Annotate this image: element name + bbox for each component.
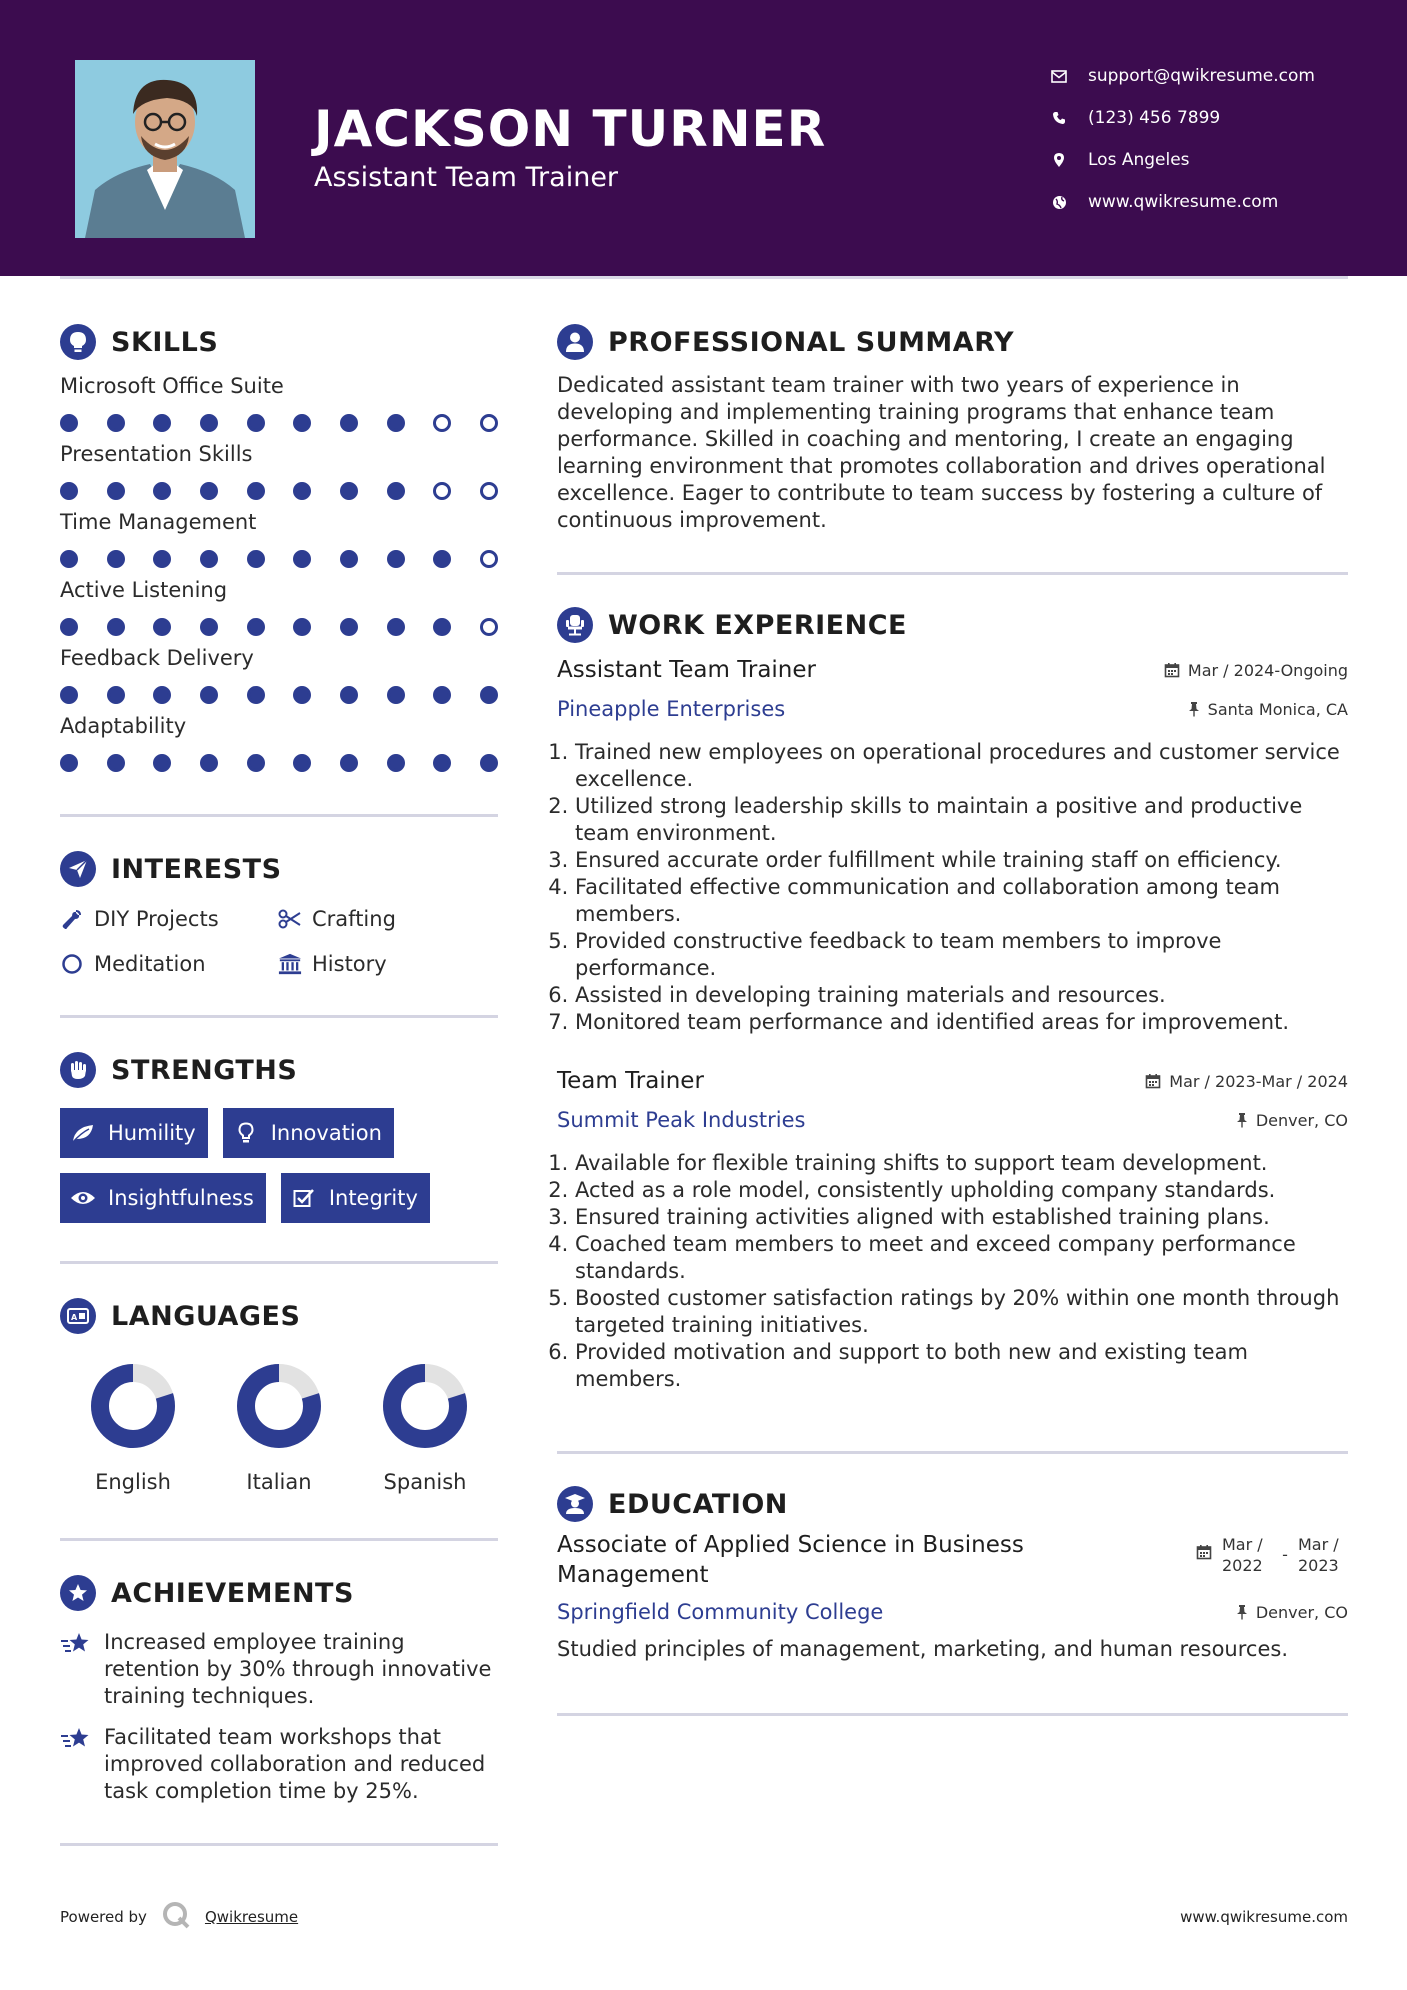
responsibility-item: 7. Monitored team performance and identified areas for improvement.: [575, 1009, 1348, 1036]
contact-location-text: Los Angeles: [1088, 150, 1190, 170]
interest-label: Crafting: [312, 906, 396, 931]
rating-dot-filled: [340, 482, 358, 500]
rating-dot-filled: [293, 550, 311, 568]
achievements-list: [60, 1629, 498, 1805]
paper-plane-icon: [60, 851, 96, 887]
rating-dot-empty: [433, 482, 451, 500]
rating-dot-filled: [60, 754, 78, 772]
skill-rating: [60, 414, 498, 432]
interest-item: [278, 950, 496, 977]
rating-dot-filled: [200, 754, 218, 772]
rating-dot-filled: [387, 754, 405, 772]
rating-dot-filled: [293, 686, 311, 704]
shooting-star-icon: [60, 1629, 92, 1655]
responsibility-item: 3. Ensured training activities aligned with established training plans.: [575, 1204, 1348, 1231]
rating-dot-filled: [60, 686, 78, 704]
pushpin-icon: [1236, 1112, 1248, 1128]
rating-dot-filled: [247, 754, 265, 772]
skill-item: [60, 646, 498, 704]
rating-dot-filled: [247, 482, 265, 500]
contact-email-text: support@qwikresume.com: [1088, 66, 1315, 86]
rating-dot-empty: [480, 482, 498, 500]
leaf-icon: [70, 1122, 96, 1144]
rating-dot-empty: [480, 618, 498, 636]
rating-dot-filled: [293, 482, 311, 500]
section-divider: [557, 1713, 1348, 1716]
rating-dot-filled: [247, 686, 265, 704]
email-icon: [1050, 67, 1068, 85]
section-divider: [60, 1538, 498, 1541]
rating-dot-filled: [247, 550, 265, 568]
skill-name: Presentation Skills: [60, 442, 253, 466]
rating-dot-filled: [107, 482, 125, 500]
rating-dot-empty: [480, 414, 498, 432]
responsibility-item: 5. Boosted customer satisfaction ratings by 20% within one month through targeted training initiatives.: [575, 1285, 1348, 1339]
achievements-heading: [60, 1571, 498, 1615]
section-divider: [60, 1843, 498, 1846]
svg-text:A: A: [71, 1313, 78, 1322]
interest-item: [60, 950, 278, 977]
rating-dot-filled: [153, 550, 171, 568]
contact-location: [1050, 139, 1315, 181]
section-divider: [60, 814, 498, 817]
responsibility-list: [557, 739, 1348, 1036]
rating-dot-filled: [60, 550, 78, 568]
rating-dot-filled: [340, 618, 358, 636]
pushpin-icon: [1236, 1604, 1248, 1620]
interest-label: DIY Projects: [94, 906, 219, 931]
rating-dot-filled: [200, 482, 218, 500]
candidate-name: JACKSON TURNER: [314, 100, 827, 158]
rating-dot-filled: [433, 550, 451, 568]
rating-dot-filled: [200, 618, 218, 636]
calendar-icon: [1145, 1073, 1161, 1089]
scissors-icon: [278, 907, 302, 931]
rating-dot-filled: [340, 550, 358, 568]
rating-dot-filled: [293, 618, 311, 636]
interest-label: Meditation: [94, 951, 206, 976]
achievements-title: ACHIEVEMENTS: [111, 1577, 354, 1609]
company-name: Pineapple Enterprises: [557, 697, 786, 721]
job-location-text: Denver, CO: [1255, 1110, 1348, 1130]
languages-heading: [60, 1294, 498, 1338]
rating-dot-filled: [107, 754, 125, 772]
skill-name: Feedback Delivery: [60, 646, 254, 670]
summary-title: PROFESSIONAL SUMMARY: [608, 326, 1015, 358]
rating-dot-filled: [387, 686, 405, 704]
strengths-list: [60, 1108, 498, 1223]
education-date-separator: -: [1282, 1545, 1288, 1564]
interest-label: History: [312, 951, 387, 976]
contact-list: [1050, 55, 1315, 223]
rating-dot-filled: [387, 414, 405, 432]
resume-header: [0, 0, 1407, 276]
strength-label: Integrity: [328, 1186, 418, 1210]
globe-icon: [1050, 193, 1068, 211]
rating-dot-filled: [153, 618, 171, 636]
strength-badge: [60, 1108, 208, 1158]
degree-name: Associate of Applied Science in Business Management: [557, 1532, 1024, 1588]
rating-dot-empty: [480, 550, 498, 568]
experience-heading: [557, 603, 1348, 647]
skills-list: [60, 374, 498, 772]
lightbulb-icon: [60, 324, 96, 360]
contact-phone[interactable]: [1050, 97, 1315, 139]
qwikresume-link[interactable]: Qwikresume: [204, 1908, 299, 1926]
right-column: [557, 320, 1348, 1716]
skill-name: Microsoft Office Suite: [60, 374, 284, 398]
wrench-icon: [60, 907, 84, 931]
responsibility-item: 6. Provided motivation and support to both new and existing team members.: [575, 1339, 1348, 1393]
rating-dot-filled: [153, 754, 171, 772]
job-date: [1145, 1072, 1348, 1091]
rating-dot-filled: [60, 482, 78, 500]
language-ring: [235, 1362, 323, 1450]
skill-item: [60, 374, 498, 432]
rating-dot-filled: [387, 550, 405, 568]
office-chair-icon: [557, 607, 593, 643]
rating-dot-filled: [293, 414, 311, 432]
company-name: Summit Peak Industries: [557, 1108, 806, 1132]
rating-dot-filled: [153, 482, 171, 500]
strengths-title: STRENGTHS: [111, 1054, 298, 1086]
footer-website[interactable]: www.qwikresume.com: [1180, 1908, 1348, 1926]
rating-dot-empty: [433, 414, 451, 432]
job-title: Team Trainer: [557, 1068, 704, 1094]
languages-title: LANGUAGES: [111, 1300, 301, 1332]
skill-name: Adaptability: [60, 714, 187, 738]
candidate-title: Assistant Team Trainer: [314, 162, 619, 193]
strength-badge: [223, 1108, 394, 1158]
job-entry: [557, 1068, 1348, 1393]
interests-list: [60, 905, 498, 977]
interest-item: [278, 905, 496, 932]
skill-name: Time Management: [60, 510, 257, 534]
rating-dot-filled: [60, 618, 78, 636]
languages-list: [60, 1362, 498, 1494]
strength-label: Humility: [108, 1121, 196, 1145]
star-badge-icon: [60, 1575, 96, 1611]
summary-heading: [557, 320, 1348, 364]
responsibility-list: [557, 1150, 1348, 1393]
graduate-icon: [557, 1486, 593, 1522]
skills-title: SKILLS: [111, 326, 219, 358]
language-item: [206, 1362, 352, 1494]
rating-dot-filled: [433, 618, 451, 636]
job-entry: [557, 657, 1348, 1036]
education-heading: [557, 1482, 1348, 1526]
language-ring: [381, 1362, 469, 1450]
page-footer: [60, 1900, 1348, 1934]
shooting-star-icon: [60, 1724, 92, 1750]
rating-dot-filled: [433, 754, 451, 772]
education-location-text: Denver, CO: [1255, 1602, 1348, 1622]
contact-phone-text: (123) 456 7899: [1088, 108, 1221, 128]
rating-dot-filled: [247, 618, 265, 636]
responsibility-item: 2. Utilized strong leadership skills to maintain a positive and productive team environment.: [575, 793, 1348, 847]
section-divider: [557, 1451, 1348, 1454]
user-icon: [557, 324, 593, 360]
job-date-text: Mar / 2024-Ongoing: [1187, 660, 1348, 680]
interests-heading: [60, 847, 498, 891]
contact-email[interactable]: [1050, 55, 1315, 97]
rating-dot-filled: [293, 754, 311, 772]
responsibility-item: 4. Facilitated effective communication and collaboration among team members.: [575, 874, 1348, 928]
rating-dot-filled: [340, 686, 358, 704]
rating-dot-filled: [480, 686, 498, 704]
rating-dot-filled: [340, 754, 358, 772]
skill-rating: [60, 482, 498, 500]
rating-dot-filled: [107, 414, 125, 432]
skill-rating: [60, 550, 498, 568]
strength-label: Insightfulness: [108, 1186, 254, 1210]
section-divider: [60, 1015, 498, 1018]
education-description: Studied principles of management, marketing, and human resources.: [557, 1637, 1289, 1661]
language-ring: [89, 1362, 177, 1450]
language-name: English: [95, 1470, 171, 1494]
contact-website[interactable]: [1050, 181, 1315, 223]
job-location-text: Santa Monica, CA: [1207, 699, 1348, 719]
powered-by-text: Powered by: [60, 1908, 147, 1926]
skill-item: [60, 578, 498, 636]
contact-website-text: www.qwikresume.com: [1088, 192, 1279, 212]
language-item: [352, 1362, 498, 1494]
responsibility-item: 5. Provided constructive feedback to team members to improve performance.: [575, 928, 1348, 982]
responsibility-item: 2. Acted as a role model, consistently upholding company standards.: [575, 1177, 1348, 1204]
qwikresume-logo-icon: [161, 1900, 191, 1934]
skills-heading: [60, 320, 498, 364]
responsibility-item: 6. Assisted in developing training materials and resources.: [575, 982, 1348, 1009]
strengths-heading: [60, 1048, 498, 1092]
strength-badge: [281, 1173, 430, 1223]
responsibility-item: 1. Available for flexible training shifts to support team development.: [575, 1150, 1348, 1177]
phone-icon: [1050, 109, 1068, 127]
location-pin-icon: [1050, 151, 1068, 169]
rating-dot-filled: [247, 414, 265, 432]
language-card-icon: [60, 1298, 96, 1334]
job-title: Assistant Team Trainer: [557, 657, 816, 683]
job-date-text: Mar / 2023-Mar / 2024: [1169, 1071, 1348, 1091]
rating-dot-filled: [60, 414, 78, 432]
pushpin-icon: [1188, 701, 1200, 717]
rating-dot-filled: [480, 754, 498, 772]
rating-dot-filled: [433, 686, 451, 704]
language-name: Spanish: [383, 1470, 467, 1494]
rating-dot-filled: [153, 414, 171, 432]
rating-dot-filled: [200, 414, 218, 432]
left-column: [60, 320, 498, 1846]
profile-photo: [75, 60, 255, 238]
rating-dot-filled: [387, 618, 405, 636]
language-name: Italian: [246, 1470, 312, 1494]
raised-fist-icon: [60, 1052, 96, 1088]
education-title: EDUCATION: [608, 1488, 788, 1520]
achievement-text: Increased employee training retention by 30% through innovative training techniques.: [104, 1630, 492, 1708]
school-name: Springfield Community College: [557, 1600, 884, 1624]
education-end-date: Mar / 2023: [1298, 1535, 1339, 1575]
skill-item: [60, 510, 498, 568]
rating-dot-filled: [153, 686, 171, 704]
calendar-icon: [1196, 1544, 1212, 1564]
interests-title: INTERESTS: [111, 853, 282, 885]
responsibility-item: 1. Trained new employees on operational procedures and customer service excellence.: [575, 739, 1348, 793]
achievement-item: [60, 1629, 498, 1710]
achievement-text: Facilitated team workshops that improved collaboration and reduced task completion time by 25%.: [104, 1725, 486, 1803]
rating-dot-filled: [340, 414, 358, 432]
language-item: [60, 1362, 206, 1494]
checkbox-icon: [291, 1187, 317, 1209]
education-entry: [557, 1530, 1348, 1663]
rating-dot-filled: [387, 482, 405, 500]
skill-item: [60, 714, 498, 772]
skill-item: [60, 442, 498, 500]
skill-rating: [60, 686, 498, 704]
education-location: [1236, 1603, 1348, 1622]
job-date: [1164, 661, 1348, 680]
calendar-icon: [1164, 662, 1180, 678]
skill-rating: [60, 618, 498, 636]
eye-icon: [70, 1187, 96, 1209]
section-divider: [60, 1261, 498, 1264]
interest-item: [60, 905, 278, 932]
strength-label: Innovation: [270, 1121, 382, 1145]
responsibility-item: 3. Ensured accurate order fulfillment while training staff on efficiency.: [575, 847, 1348, 874]
rating-dot-filled: [107, 686, 125, 704]
rating-dot-filled: [107, 550, 125, 568]
rating-dot-filled: [200, 686, 218, 704]
header-divider: [60, 276, 1348, 279]
achievement-item: [60, 1724, 498, 1805]
job-location: [1188, 700, 1348, 719]
section-divider: [557, 572, 1348, 575]
experience-title: WORK EXPERIENCE: [608, 609, 907, 641]
education-date: [1196, 1534, 1348, 1576]
circle-icon: [60, 952, 84, 976]
lightbulb-icon: [233, 1122, 259, 1144]
rating-dot-filled: [107, 618, 125, 636]
strength-badge: [60, 1173, 266, 1223]
museum-icon: [278, 952, 302, 976]
rating-dot-filled: [200, 550, 218, 568]
skill-rating: [60, 754, 498, 772]
summary-text: Dedicated assistant team trainer with two years of experience in developing and implementing training programs that enhance team performance. Skilled in coaching and mentoring, I create an engaging learning environment that promotes collaboration and drives operational excellence. Eager to contribute to team success by fostering a culture of continuous improvement.: [557, 373, 1326, 532]
education-start-date: Mar / 2022: [1222, 1535, 1263, 1575]
job-location: [1236, 1111, 1348, 1130]
skill-name: Active Listening: [60, 578, 228, 602]
responsibility-item: 4. Coached team members to meet and exceed company performance standards.: [575, 1231, 1348, 1285]
